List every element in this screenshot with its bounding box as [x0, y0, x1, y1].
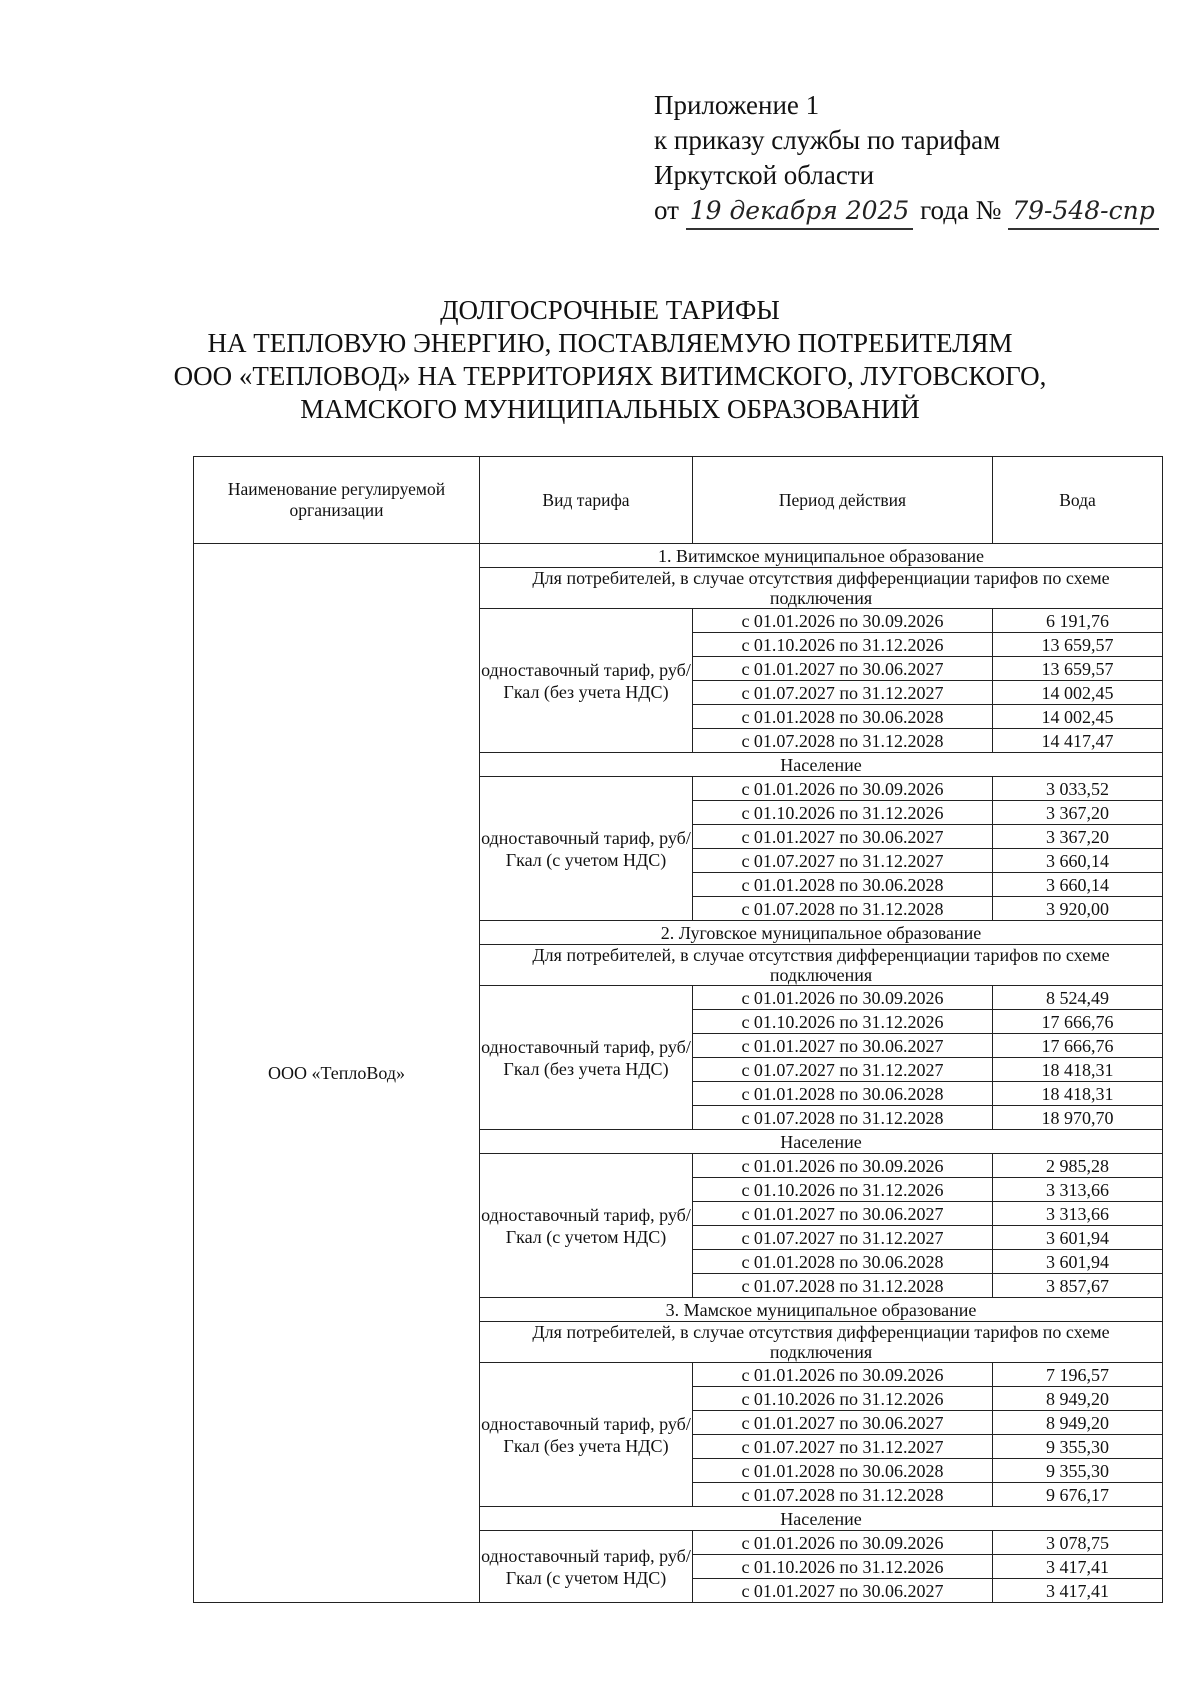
- table-body: [194, 544, 1163, 1603]
- section-title: 1. Витимское муниципальное образование: [480, 544, 1163, 568]
- period-cell: с 01.07.2028 по 31.12.2028: [693, 897, 993, 921]
- water-tariff-value: 14 002,45: [993, 681, 1163, 705]
- water-tariff-value: 2 985,28: [993, 1154, 1163, 1178]
- period-cell: с 01.01.2028 по 30.06.2028: [693, 873, 993, 897]
- water-tariff-value: 3 033,52: [993, 777, 1163, 801]
- consumer-category: Для потребителей, в случае отсутствия дифференциации тарифов по схеме подключения: [480, 1322, 1163, 1363]
- water-tariff-value: 14 417,47: [993, 729, 1163, 753]
- water-tariff-value: 13 659,57: [993, 657, 1163, 681]
- period-cell: с 01.10.2026 по 31.12.2026: [693, 1555, 993, 1579]
- header-period: Период действия: [693, 457, 993, 544]
- period-cell: с 01.07.2028 по 31.12.2028: [693, 1274, 993, 1298]
- water-tariff-value: 3 313,66: [993, 1178, 1163, 1202]
- water-tariff-value: 8 524,49: [993, 986, 1163, 1010]
- period-cell: с 01.01.2026 по 30.09.2026: [693, 777, 993, 801]
- section-title: 2. Луговское муниципальное образование: [480, 921, 1163, 945]
- appendix-date-line: [654, 193, 1159, 230]
- water-tariff-value: 3 857,67: [993, 1274, 1163, 1298]
- from-label: от: [654, 195, 679, 225]
- year-number-label: года №: [920, 195, 1002, 225]
- period-cell: с 01.07.2027 по 31.12.2027: [693, 1435, 993, 1459]
- title-line-4: МАМСКОГО МУНИЦИПАЛЬНЫХ ОБРАЗОВАНИЙ: [300, 394, 920, 424]
- water-tariff-value: 3 078,75: [993, 1531, 1163, 1555]
- appendix-block: [654, 88, 1159, 230]
- tariff-type: одноставочный тариф, руб/Гкал (без учета НДС): [480, 1363, 693, 1507]
- tariff-type: одноставочный тариф, руб/Гкал (с учетом НДС): [480, 1154, 693, 1298]
- consumer-category: Для потребителей, в случае отсутствия дифференциации тарифов по схеме подключения: [480, 568, 1163, 609]
- water-tariff-value: 3 601,94: [993, 1226, 1163, 1250]
- tariff-table: [193, 456, 1163, 1603]
- period-cell: с 01.01.2026 по 30.09.2026: [693, 1154, 993, 1178]
- period-cell: с 01.01.2028 по 30.06.2028: [693, 1082, 993, 1106]
- title-line-3: ООО «ТЕПЛОВОД» НА ТЕРРИТОРИЯХ ВИТИМСКОГО, ЛУГОВСКОГО,: [173, 361, 1047, 391]
- period-cell: с 01.10.2026 по 31.12.2026: [693, 633, 993, 657]
- period-cell: с 01.01.2027 по 30.06.2027: [693, 1034, 993, 1058]
- consumer-category: Население: [480, 1130, 1163, 1154]
- water-tariff-value: 18 970,70: [993, 1106, 1163, 1130]
- period-cell: с 01.01.2026 по 30.09.2026: [693, 986, 993, 1010]
- header-tariff-type: Вид тарифа: [480, 457, 693, 544]
- water-tariff-value: 7 196,57: [993, 1363, 1163, 1387]
- water-tariff-value: 18 418,31: [993, 1058, 1163, 1082]
- period-cell: с 01.07.2028 по 31.12.2028: [693, 729, 993, 753]
- period-cell: с 01.01.2028 по 30.06.2028: [693, 1459, 993, 1483]
- appendix-order-ref: к приказу службы по тарифам: [654, 125, 1001, 155]
- period-cell: с 01.10.2026 по 31.12.2026: [693, 1010, 993, 1034]
- handwritten-order-number: 79-548-спр: [1008, 193, 1159, 230]
- header-water: Вода: [993, 457, 1163, 544]
- water-tariff-value: 8 949,20: [993, 1411, 1163, 1435]
- period-cell: с 01.01.2026 по 30.09.2026: [693, 1363, 993, 1387]
- tariff-type: одноставочный тариф, руб/Гкал (без учета НДС): [480, 986, 693, 1130]
- period-cell: с 01.07.2028 по 31.12.2028: [693, 1483, 993, 1507]
- period-cell: с 01.01.2027 по 30.06.2027: [693, 1202, 993, 1226]
- consumer-category: Для потребителей, в случае отсутствия дифференциации тарифов по схеме подключения: [480, 945, 1163, 986]
- water-tariff-value: 3 417,41: [993, 1555, 1163, 1579]
- water-tariff-value: 3 660,14: [993, 849, 1163, 873]
- water-tariff-value: 17 666,76: [993, 1010, 1163, 1034]
- title-line-1: ДОЛГОСРОЧНЫЕ ТАРИФЫ: [440, 295, 780, 325]
- water-tariff-value: 14 002,45: [993, 705, 1163, 729]
- title-line-2: НА ТЕПЛОВУЮ ЭНЕРГИЮ, ПОСТАВЛЯЕМУЮ ПОТРЕБИТЕЛЯМ: [207, 328, 1013, 358]
- water-tariff-value: 3 417,41: [993, 1579, 1163, 1603]
- period-cell: с 01.10.2026 по 31.12.2026: [693, 1178, 993, 1202]
- appendix-region: Иркутской области: [654, 160, 875, 190]
- table-header-row: [194, 457, 1163, 544]
- period-cell: с 01.01.2026 по 30.09.2026: [693, 609, 993, 633]
- period-cell: с 01.07.2027 по 31.12.2027: [693, 681, 993, 705]
- period-cell: с 01.01.2027 по 30.06.2027: [693, 1411, 993, 1435]
- water-tariff-value: 18 418,31: [993, 1082, 1163, 1106]
- tariff-type: одноставочный тариф, руб/Гкал (с учетом НДС): [480, 1531, 693, 1603]
- period-cell: с 01.07.2027 по 31.12.2027: [693, 849, 993, 873]
- period-cell: с 01.01.2028 по 30.06.2028: [693, 1250, 993, 1274]
- section-title: 3. Мамское муниципальное образование: [480, 1298, 1163, 1322]
- consumer-category: Население: [480, 753, 1163, 777]
- water-tariff-value: 13 659,57: [993, 633, 1163, 657]
- water-tariff-value: 3 367,20: [993, 825, 1163, 849]
- tariff-type: одноставочный тариф, руб/Гкал (с учетом НДС): [480, 777, 693, 921]
- tariff-table-wrapper: [193, 456, 1163, 1603]
- period-cell: с 01.01.2028 по 30.06.2028: [693, 705, 993, 729]
- period-cell: с 01.01.2027 по 30.06.2027: [693, 657, 993, 681]
- water-tariff-value: 3 367,20: [993, 801, 1163, 825]
- organization-name: ООО «ТеплоВод»: [194, 544, 480, 1603]
- water-tariff-value: 9 355,30: [993, 1459, 1163, 1483]
- period-cell: с 01.07.2027 по 31.12.2027: [693, 1058, 993, 1082]
- water-tariff-value: 9 676,17: [993, 1483, 1163, 1507]
- period-cell: с 01.10.2026 по 31.12.2026: [693, 1387, 993, 1411]
- section-row: [194, 544, 1163, 568]
- header-org: Наименование регулируемой организации: [194, 457, 480, 544]
- consumer-category: Население: [480, 1507, 1163, 1531]
- water-tariff-value: 3 313,66: [993, 1202, 1163, 1226]
- water-tariff-value: 6 191,76: [993, 609, 1163, 633]
- water-tariff-value: 3 920,00: [993, 897, 1163, 921]
- water-tariff-value: 3 601,94: [993, 1250, 1163, 1274]
- water-tariff-value: 8 949,20: [993, 1387, 1163, 1411]
- water-tariff-value: 9 355,30: [993, 1435, 1163, 1459]
- period-cell: с 01.01.2026 по 30.09.2026: [693, 1531, 993, 1555]
- document-title: [150, 294, 1070, 426]
- handwritten-date: 19 декабря 2025: [686, 193, 914, 230]
- water-tariff-value: 17 666,76: [993, 1034, 1163, 1058]
- period-cell: с 01.01.2027 по 30.06.2027: [693, 1579, 993, 1603]
- period-cell: с 01.01.2027 по 30.06.2027: [693, 825, 993, 849]
- water-tariff-value: 3 660,14: [993, 873, 1163, 897]
- appendix-title: Приложение 1: [654, 90, 820, 120]
- period-cell: с 01.07.2028 по 31.12.2028: [693, 1106, 993, 1130]
- tariff-type: одноставочный тариф, руб/Гкал (без учета НДС): [480, 609, 693, 753]
- period-cell: с 01.10.2026 по 31.12.2026: [693, 801, 993, 825]
- period-cell: с 01.07.2027 по 31.12.2027: [693, 1226, 993, 1250]
